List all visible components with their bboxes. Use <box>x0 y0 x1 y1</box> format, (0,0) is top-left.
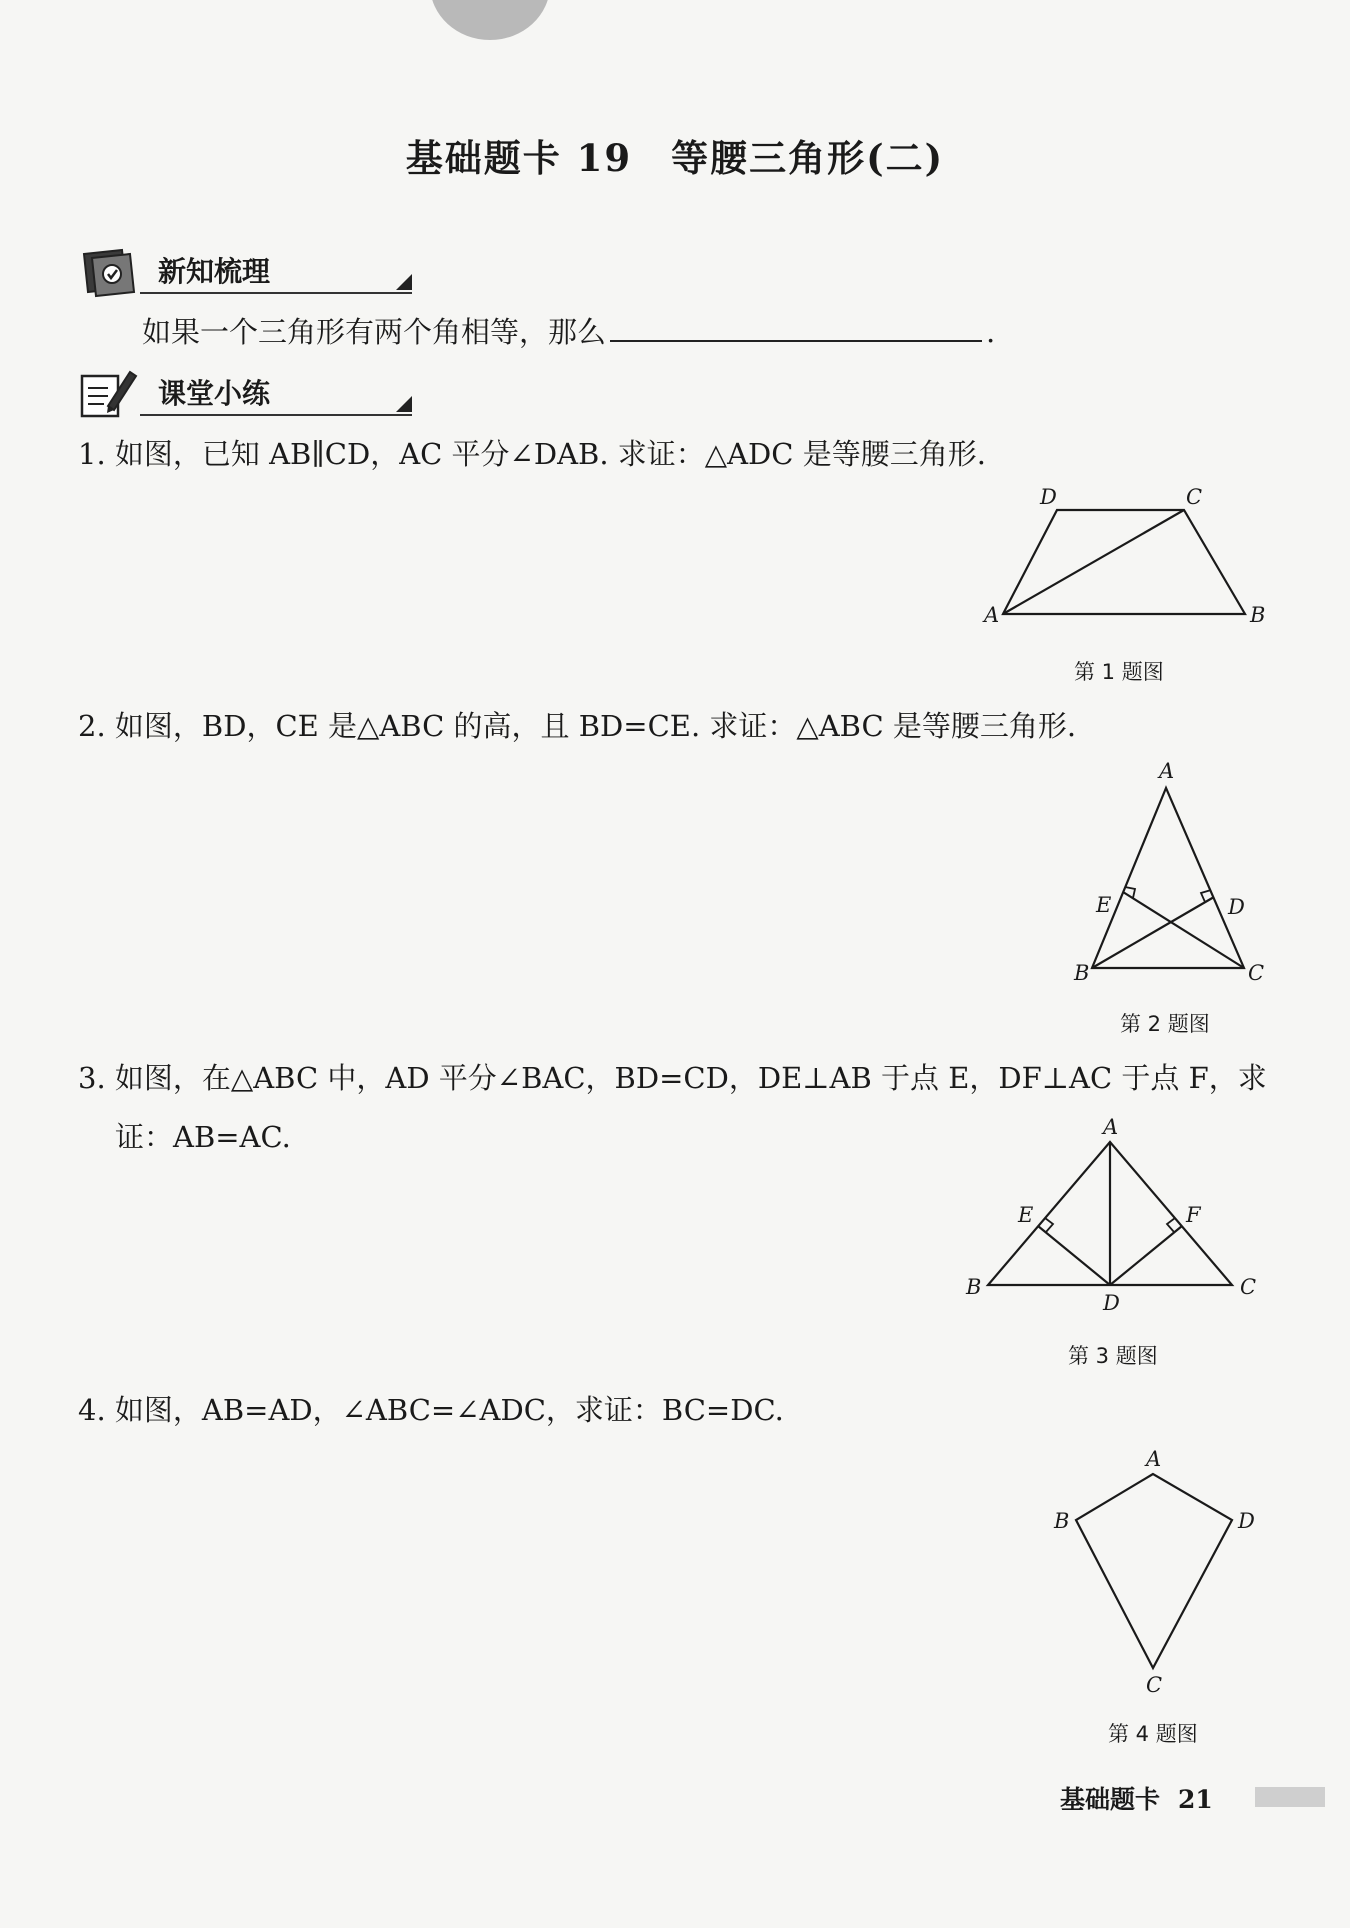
question-1 <box>78 432 986 473</box>
label-d: D <box>1228 895 1245 919</box>
label-e: E <box>1018 1203 1034 1227</box>
section-marker <box>396 396 412 412</box>
label-d: D <box>1103 1291 1120 1315</box>
right-angle-f <box>1167 1218 1175 1232</box>
label-b: B <box>1054 1509 1070 1533</box>
section-marker <box>396 274 412 290</box>
label-c: C <box>1248 961 1265 985</box>
figure-3-triangle <box>960 1110 1260 1320</box>
section-underline <box>140 292 412 294</box>
footer-bar <box>1255 1787 1325 1807</box>
question-4 <box>78 1388 784 1429</box>
right-angle-e <box>1045 1218 1053 1232</box>
altitude-ce <box>1123 892 1244 968</box>
fill-blank-prompt: 如果一个三角形有两个角相等，那么 <box>142 315 607 349</box>
figure-3-caption: 第 3 题图 <box>1068 1344 1158 1368</box>
figure-4-kite <box>1040 1440 1280 1700</box>
question-text: 4. 如图，AB=AD，∠ABC=∠ADC，求证：BC=DC. <box>78 1393 784 1427</box>
notebook-icon <box>78 244 140 298</box>
question-2 <box>78 704 1076 745</box>
kite-abcd <box>1076 1474 1232 1668</box>
label-b: B <box>1250 603 1266 627</box>
label-d: D <box>1040 485 1057 509</box>
perpendicular-df <box>1110 1226 1182 1285</box>
page-footer <box>1060 1780 1213 1816</box>
footer-label: 基础题卡 <box>1060 1785 1161 1814</box>
label-d: D <box>1238 1509 1255 1533</box>
label-a: A <box>1103 1115 1119 1139</box>
figure-4-caption: 第 4 题图 <box>1108 1722 1198 1746</box>
pencil-paper-icon <box>78 366 140 420</box>
section-underline <box>140 414 412 416</box>
figure-2-triangle <box>1060 760 1280 990</box>
figure-1-caption: 第 1 题图 <box>1074 660 1164 684</box>
figure-2-caption: 第 2 题图 <box>1120 1012 1210 1036</box>
label-f: F <box>1186 1203 1201 1227</box>
decorative-arc <box>430 0 550 40</box>
section-label: 新知梳理 <box>158 255 271 288</box>
section-label: 课堂小练 <box>158 377 271 410</box>
figure-1-trapezoid <box>980 485 1280 630</box>
label-b: B <box>1074 961 1090 985</box>
label-c: C <box>1240 1275 1257 1299</box>
label-b: B <box>966 1275 982 1299</box>
label-c: C <box>1186 485 1203 509</box>
question-text: 2. 如图，BD，CE 是△ABC 的高，且 BD=CE. 求证：△ABC 是等腰三角形. <box>78 709 1077 743</box>
page-number: 21 <box>1178 1785 1213 1814</box>
fill-blank-line: 如果一个三角形有两个角相等，那么 . <box>142 315 996 349</box>
triangle-abc <box>1092 788 1244 968</box>
label-c: C <box>1146 1673 1163 1697</box>
question-text: 3. 如图，在△ABC 中，AD 平分∠BAC，BD=CD，DE⊥AB 于点 E，DF⊥AC 于点 F，求 <box>78 1061 1267 1095</box>
trapezoid-abcd <box>1003 510 1245 614</box>
question-text: 1. 如图，已知 AB∥CD，AC 平分∠DAB. 求证：△ADC 是等腰三角形. <box>78 437 986 471</box>
label-a: A <box>1146 1447 1162 1471</box>
label-a: A <box>1159 759 1175 783</box>
answer-blank[interactable] <box>610 314 982 342</box>
label-e: E <box>1096 893 1112 917</box>
label-a: A <box>984 603 1000 627</box>
perpendicular-de <box>1038 1226 1110 1285</box>
question-text-continued: 证：AB=AC. <box>115 1120 291 1154</box>
page-title: 基础题卡 19 等腰三角形(二) <box>405 136 945 180</box>
